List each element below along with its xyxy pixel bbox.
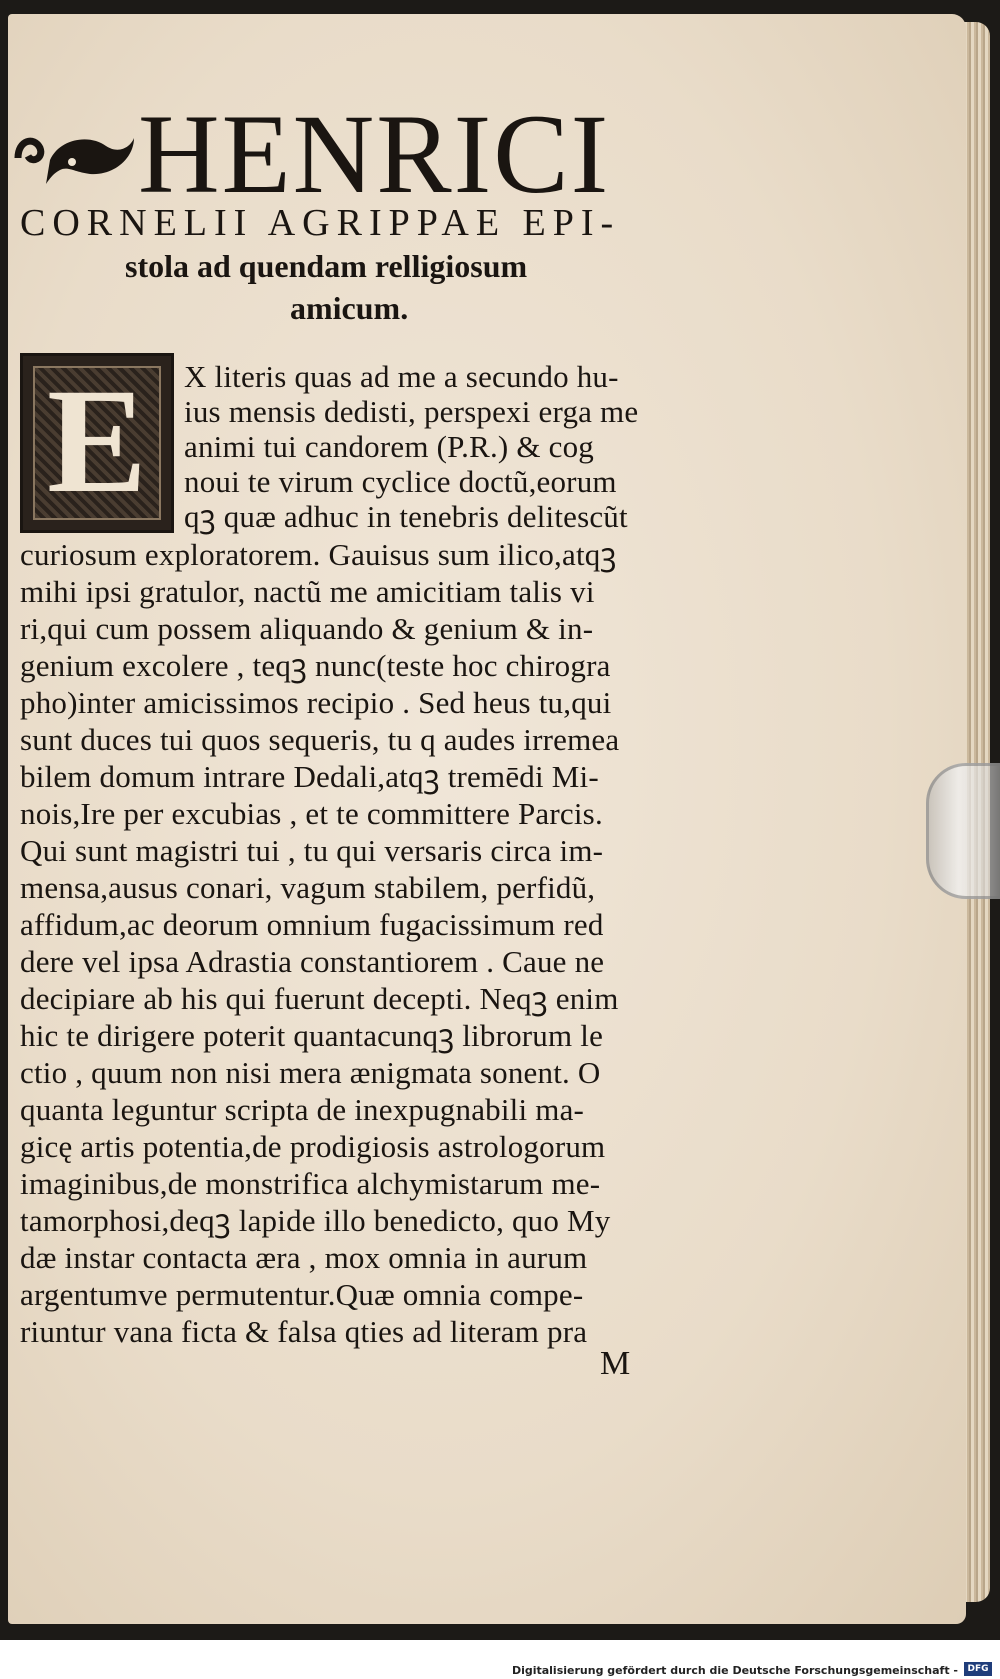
text-line: dæ instar contacta æra , mox omnia in aurum	[20, 1240, 588, 1275]
text-line: mihi ipsi gratulor, nactũ me amicitiam talis vi	[20, 574, 595, 609]
text-line: riuntur vana ficta & falsa qties ad literam pra	[20, 1314, 588, 1349]
text-line: hic te dirigere poterit quantacunqꝫ librorum le	[20, 1018, 604, 1053]
heading-line-2: stola ad quendam relligiosum	[125, 248, 528, 284]
dfg-logo: DFG	[964, 1662, 992, 1676]
text-line: ius mensis dedisti, perspexi erga me	[184, 394, 639, 429]
text-line: decipiare ab his qui fuerunt decepti. Neqꝫ enim	[20, 981, 619, 1016]
text-line: nois,Ire per excubias , et te committere Parcis.	[20, 796, 603, 831]
text-line: pho)inter amicissimos recipio . Sed heus tu,qui	[20, 685, 612, 720]
text-line: affidum,ac deorum omnium fugacissimum red	[20, 907, 604, 942]
text-line: animi tui candorem (P.R.) & cog	[184, 429, 594, 464]
text-line: bilem domum intrare Dedali,atqꝫ tremēdi Mi-	[20, 759, 599, 794]
text-line: Qui sunt magistri tui , tu qui versaris circa im-	[20, 833, 604, 868]
footer-bar	[0, 1640, 1000, 1679]
text-line: ri,qui cum possem aliquando & genium & in-	[20, 611, 594, 646]
heading-line-3: amicum.	[290, 290, 409, 326]
text-line: X literis quas ad me a secundo hu-	[184, 359, 619, 394]
text-line: argentumve permutentur.Quæ omnia compe-	[20, 1277, 584, 1312]
text-line: gicę artis potentia,de prodigiosis astrologorum	[20, 1129, 606, 1164]
text-line: mensa,ausus conari, vagum stabilem, perfidũ,	[20, 870, 596, 905]
initial-letter: E	[46, 358, 148, 524]
text-line: tamorphosi,deqꝫ lapide illo benedicto, quo My	[20, 1203, 611, 1238]
text-line: noui te virum cyclice doctũ,eorum	[184, 464, 617, 499]
heading-subtitle: CORNELII AGRIPPAE EPI-	[20, 202, 621, 244]
fleuron-ornament-icon	[10, 118, 138, 190]
heading-title: HENRICI	[138, 92, 611, 217]
signature-mark: M	[600, 1345, 631, 1382]
decorated-initial	[20, 353, 174, 533]
text-line: sunt duces tui quos sequeris, tu q audes irremea	[20, 722, 620, 757]
text-line: quanta leguntur scripta de inexpugnabili ma-	[20, 1092, 585, 1127]
funding-notice: Digitalisierung gefördert durch die Deutsche Forschungsgemeinschaft -	[511, 1664, 958, 1677]
text-line: curiosum exploratorem. Gauisus sum ilico,atqꝫ	[20, 537, 617, 572]
text-line: qꝫ quæ adhuc in tenebris delitescũt	[184, 499, 628, 534]
text-line: imaginibus,de monstrifica alchymistarum me-	[20, 1166, 601, 1201]
text-line: genium excolere , teqꝫ nunc(teste hoc chirogra	[20, 648, 611, 683]
text-line: ctio , quum non nisi mera ænigmata sonent. O	[20, 1055, 601, 1090]
text-line: dere vel ipsa Adrastia constantiorem . Caue ne	[20, 944, 605, 979]
